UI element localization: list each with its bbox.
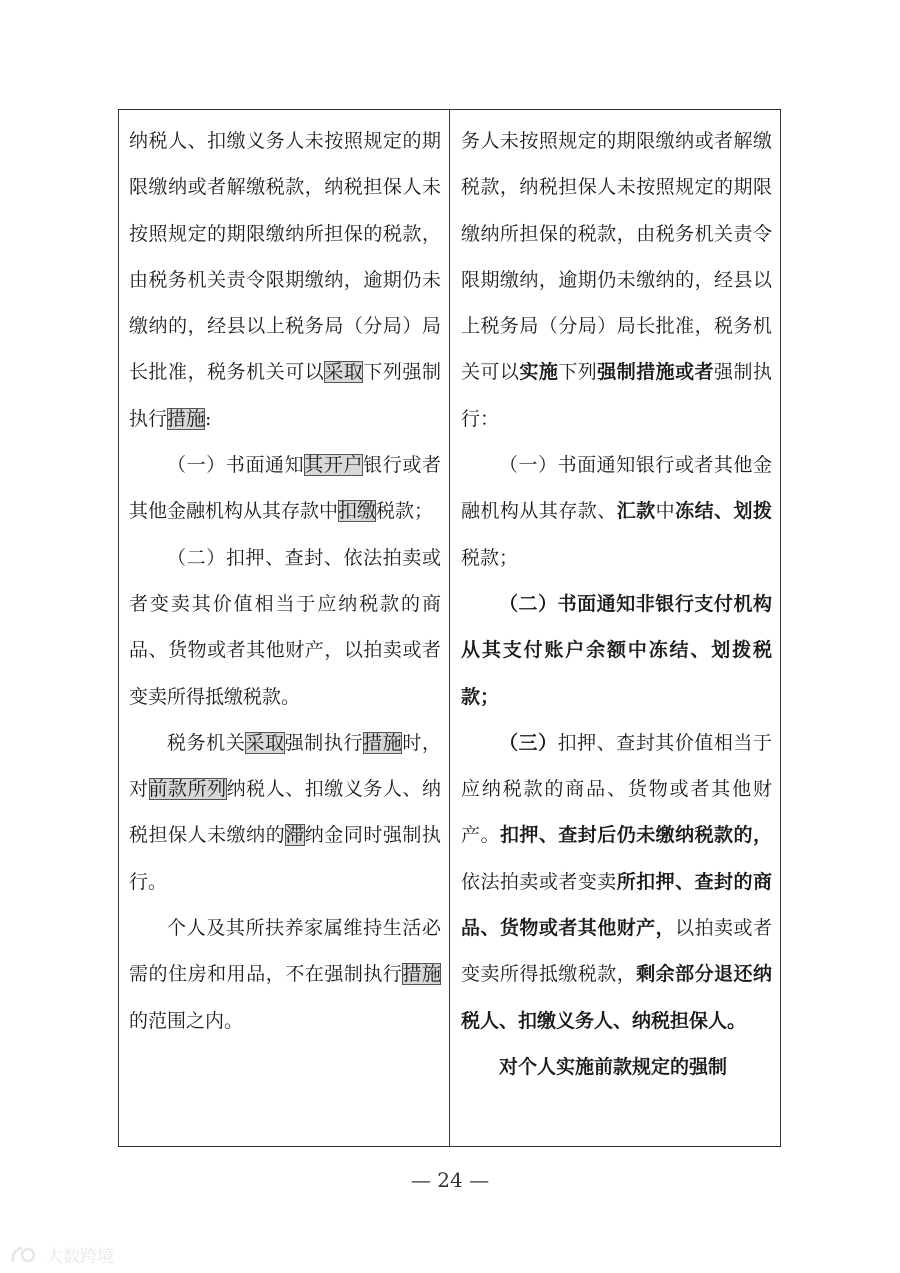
watermark-text: 大数跨境 <box>46 1247 114 1267</box>
left-paragraph-1: 纳税人、扣缴义务人未按照规定的期限缴纳或者解缴税款，纳税担保人未按照规定的期限缴纳所担保的税款，由税务机关责令限期缴纳，逾期仍未缴纳的，经县以上税务局（分局）局长批准，税务机关可以采取下列强制执行措施: <box>129 130 441 430</box>
right-paragraph-3: （二）书面通知非银行支付机构从其支付账户余额中冻结、划拨税款； <box>461 592 772 708</box>
right-paragraph-2: （一）书面通知银行或者其他金融机构从其存款、汇款中冻结、划拨税款； <box>461 454 772 569</box>
highlight: 措施 <box>402 963 441 986</box>
watermark-logo-icon <box>10 1244 40 1266</box>
highlight: 措施 <box>167 407 206 430</box>
highlight: 扣缴 <box>338 500 377 523</box>
left-column <box>119 110 450 1146</box>
highlight: 前款所列 <box>148 778 227 801</box>
left-paragraph-3: （二）扣押、查封、依法拍卖或者变卖其价值相当于应纳税款的商品、货物或者其他财产，以拍卖或者变卖所得抵缴税款。 <box>129 546 441 708</box>
left-paragraph-5: 个人及其所扶养家属维持生活必需的住房和用品，不在强制执行措施的范围之内。 <box>129 917 441 1032</box>
watermark <box>10 1242 114 1267</box>
right-paragraph-5: 对个人实施前款规定的强制 <box>499 1055 728 1078</box>
comparison-table <box>118 109 781 1147</box>
highlight: 其开户 <box>304 454 364 477</box>
highlight: 滞 <box>285 824 305 847</box>
right-column <box>450 110 780 1146</box>
left-paragraph-2: （一）书面通知其开户银行或者其他金融机构从其存款中扣缴税款； <box>129 454 441 523</box>
page-number: — 24 — <box>410 1168 490 1192</box>
highlight: 采取 <box>324 361 364 384</box>
right-paragraph-1: 务人未按照规定的期限缴纳或者解缴税款，纳税担保人未按照规定的期限缴纳所担保的税款，由税务机关责令限期缴纳，逾期仍未缴纳的，经县以上税务局（分局）局长批准，税务机关可以实施下列强制措施或者强制执行： <box>461 130 772 430</box>
highlight: 措施 <box>363 731 403 754</box>
left-paragraph-4: 税务机关采取强制执行措施时，对前款所列纳税人、扣缴义务人、纳税担保人未缴纳的滞纳金同时强制执行。 <box>129 731 441 893</box>
right-paragraph-4: （三）扣押、查封其价值相当于应纳税款的商品、货物或者其他财产。扣押、查封后仍未缴纳税款的，依法拍卖或者变卖所扣押、查封的商品、货物或者其他财产，以拍卖或者变卖所得抵缴税款，剩余部分退还纳税人、扣缴义务人、纳税担保人。 <box>461 731 772 1032</box>
highlight: 采取 <box>245 731 285 754</box>
